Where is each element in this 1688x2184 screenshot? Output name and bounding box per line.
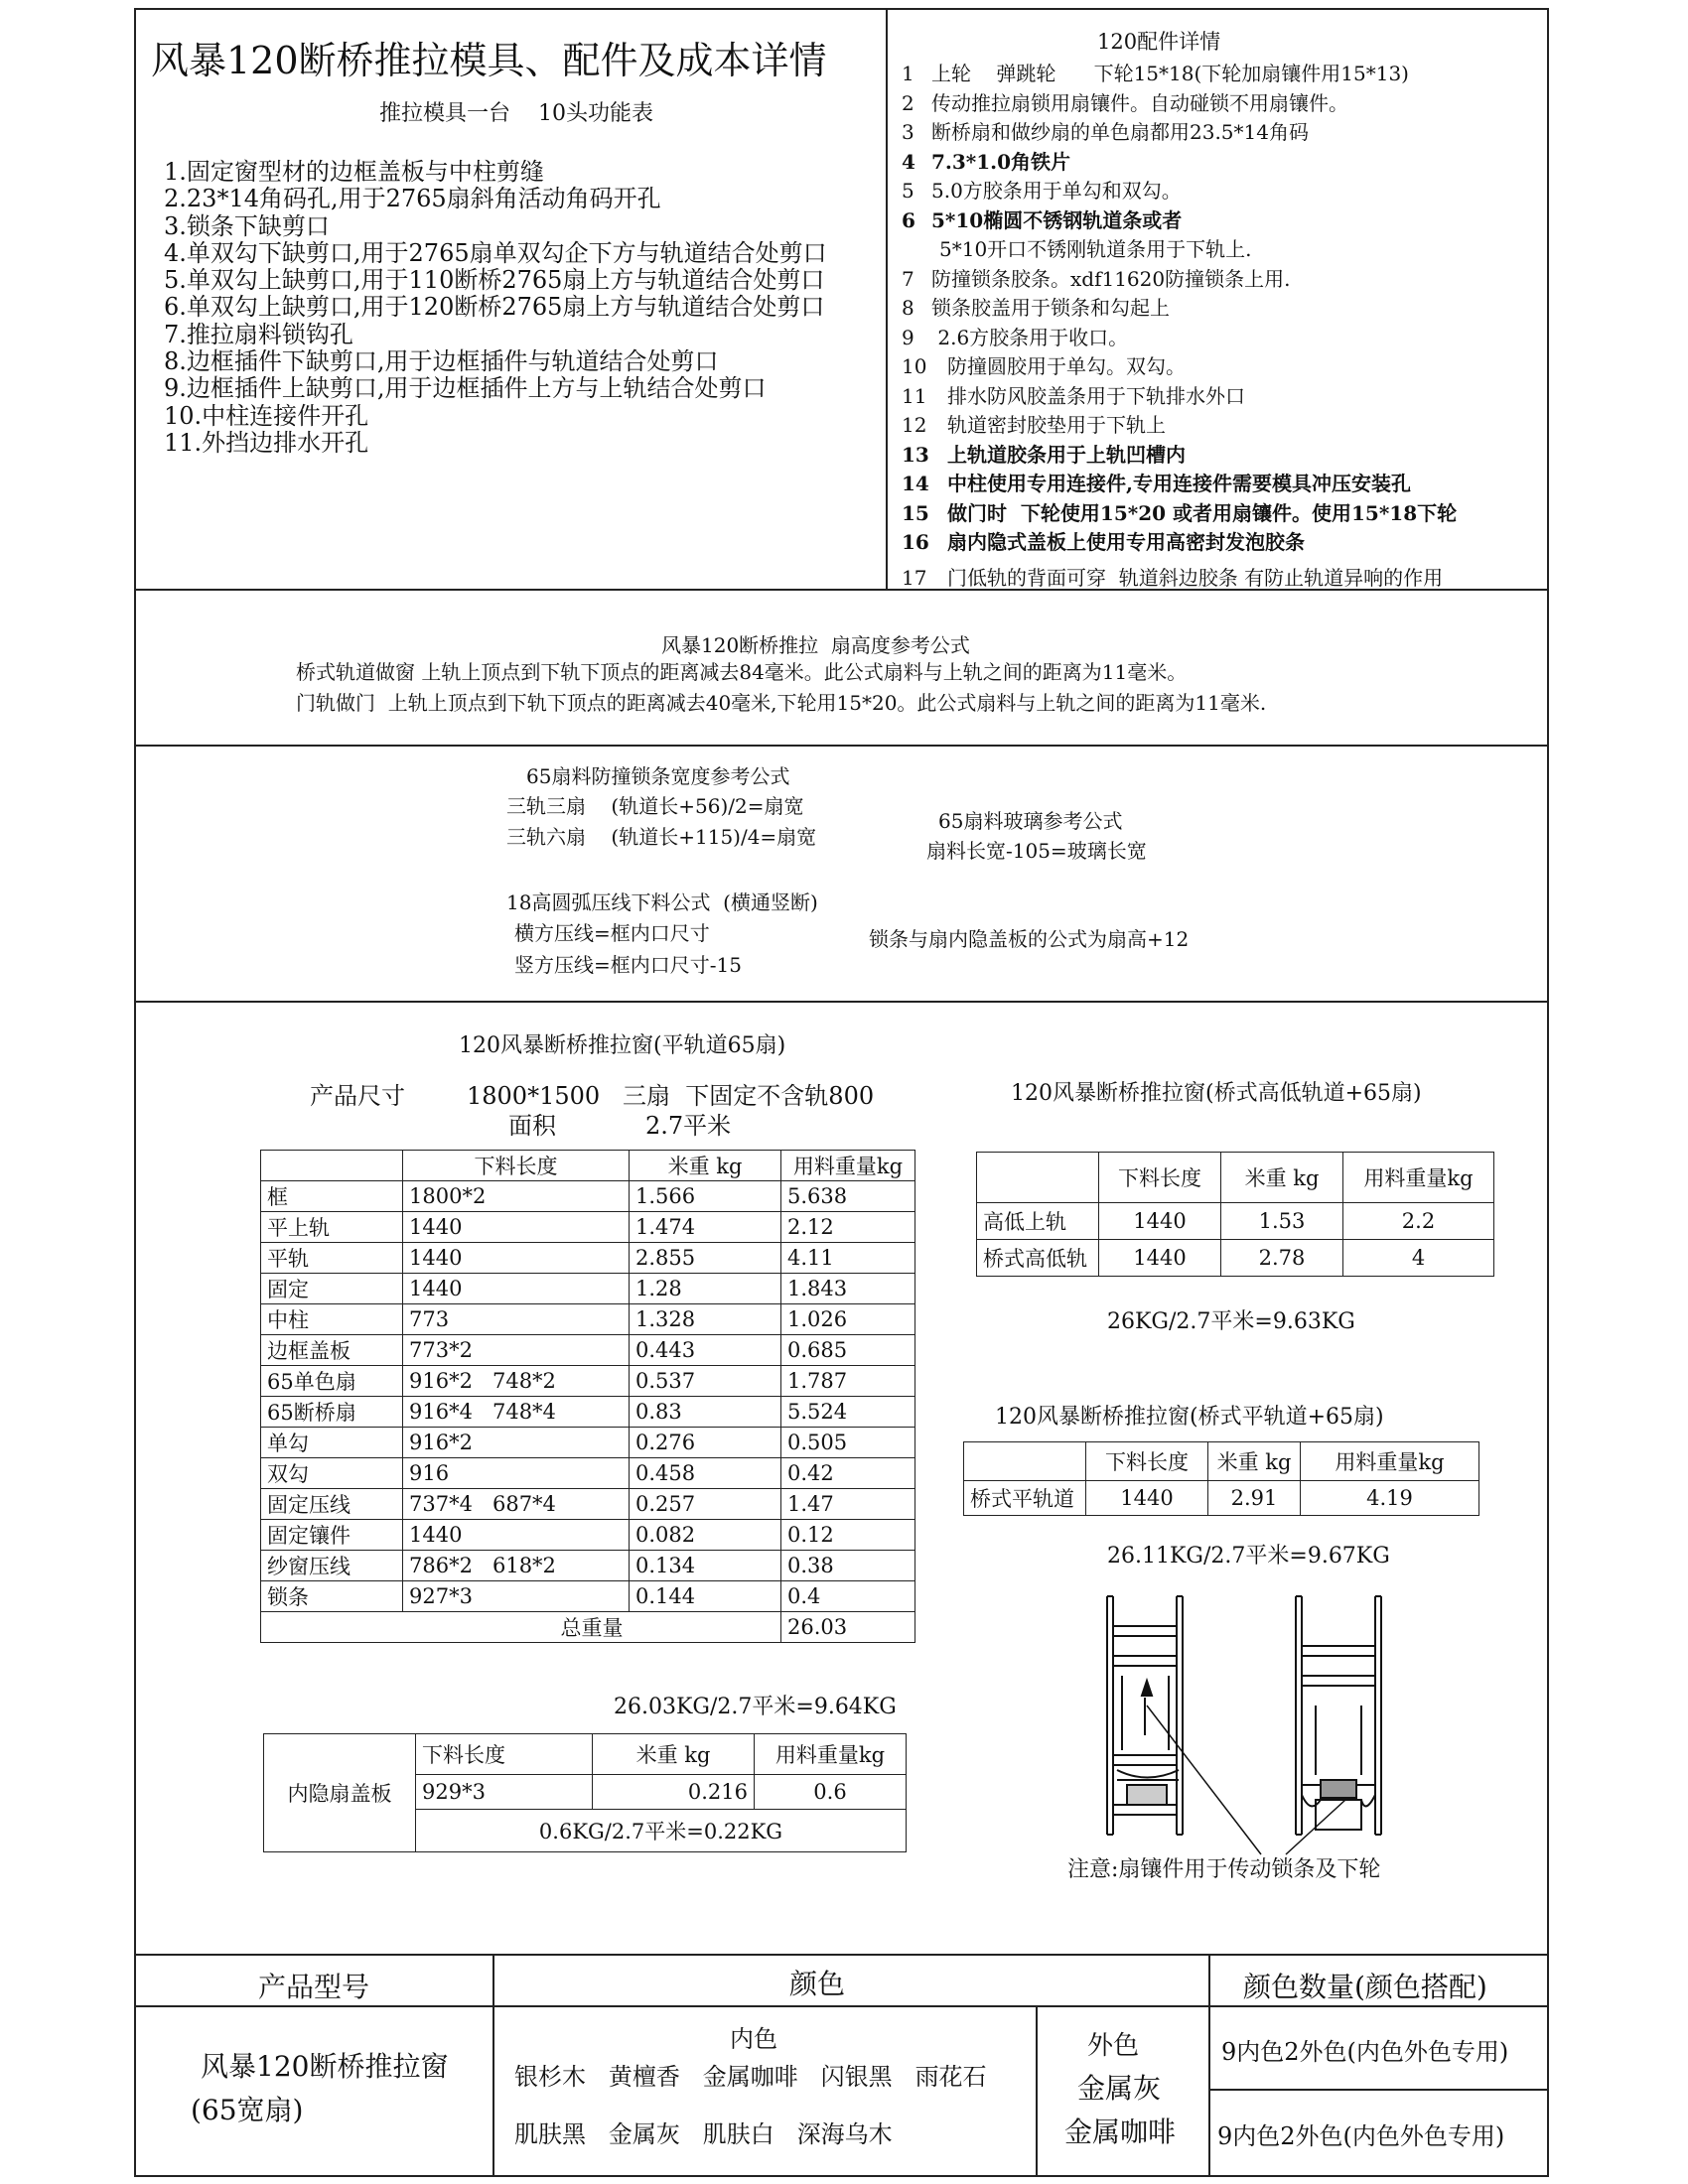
accessory-text: 1 — [902, 62, 914, 85]
arc-formula-line1: 横方压线=框内口尺寸 — [514, 921, 710, 945]
accessory-text: 断桥扇和做纱扇的单色扇都用23.5*14角码 — [931, 120, 1309, 144]
accessory-text: 12 — [902, 413, 927, 437]
table-cell: 1.47 — [781, 1489, 915, 1520]
table-cell: 773*2 — [403, 1335, 630, 1366]
diagram-note: 注意:扇镶件用于传动锁条及下轮 — [1067, 1857, 1381, 1882]
height-formula-line1: 桥式轨道做窗 上轨上顶点到下轨下顶点的距离减去84毫米。此公式扇料与上轨之间的距离为11毫米。 — [296, 660, 1188, 684]
table-cell: 1.474 — [630, 1212, 781, 1243]
table-cell: 固定压线 — [261, 1489, 403, 1520]
table-cell: 0.216 — [593, 1775, 755, 1810]
table-row — [261, 1551, 915, 1581]
table-header-row — [964, 1442, 1479, 1481]
table-cell: 4.19 — [1301, 1481, 1479, 1516]
accessory-text: 锁条胶盖用于锁条和勾起上 — [931, 296, 1170, 320]
accessory-item — [902, 60, 1457, 89]
inner-color-item: 金属咖啡 — [702, 2063, 798, 2091]
footer-count-header: 颜色数量(颜色搭配) — [1243, 1971, 1487, 2003]
table-cell: 0.144 — [630, 1581, 781, 1612]
function-list — [164, 159, 827, 457]
function-item: 11.外挡边排水开孔 — [164, 428, 369, 457]
table-row — [261, 1581, 915, 1612]
accessory-text: 11 — [902, 383, 927, 408]
table-cell: 916*2 — [403, 1428, 630, 1458]
table-cell: 0.537 — [630, 1366, 781, 1397]
table-cell: 1440 — [403, 1212, 630, 1243]
accessory-item — [902, 206, 1457, 236]
accessory-item — [902, 470, 1457, 499]
table-cell: 米重 kg — [1208, 1442, 1301, 1481]
table-cell: 916 — [403, 1458, 630, 1489]
table-cell: 4 — [1343, 1240, 1494, 1277]
table-cell: 固定 — [261, 1274, 403, 1304]
arc-formula-title: 18高圆弧压线下料公式 (横通竖断) — [506, 890, 818, 914]
accessory-text: 传动推拉扇锁用扇镶件。自动碰锁不用扇镶件。 — [931, 90, 1348, 115]
table-cell: 中柱 — [261, 1304, 403, 1335]
main-table-title: 120风暴断桥推拉窗(平轨道65扇) — [459, 1033, 786, 1058]
table-row — [977, 1240, 1494, 1277]
accessory-item — [902, 528, 1457, 558]
footer-header-divider — [134, 2005, 1549, 2007]
accessory-text: 2 — [902, 90, 914, 115]
glass-formula-line: 扇料长宽-105=玻璃长宽 — [926, 839, 1147, 863]
inner-color-item: 肌肤黑 — [514, 2120, 586, 2148]
table-cell: 0.38 — [781, 1551, 915, 1581]
table-row — [261, 1304, 915, 1335]
table-cell: 0.6 — [755, 1775, 907, 1810]
table-cell: 0.83 — [630, 1397, 781, 1428]
accessory-text: 5*10椭圆不锈钢轨道条或者 — [931, 207, 1183, 232]
table-header-cell: 米重 kg — [630, 1151, 781, 1181]
inner-color-item: 金属灰 — [608, 2120, 680, 2148]
table-cell: 高低上轨 — [977, 1203, 1099, 1240]
accessory-text: 扇内隐式盖板上使用专用高密封发泡胶条 — [947, 530, 1305, 554]
accessory-text: 7 — [902, 266, 914, 291]
lock-formula-line2: 三轨六扇 (轨道长+115)/4=扇宽 — [506, 825, 817, 849]
table-row — [261, 1397, 915, 1428]
accessory-text: 9 — [902, 325, 914, 349]
function-item: 2.23*14角码孔,用于2765扇斜角活动角码开孔 — [164, 185, 661, 213]
table-cell: 1.28 — [630, 1274, 781, 1304]
accessory-text: 10 — [902, 354, 927, 378]
table-cell: 边框盖板 — [261, 1335, 403, 1366]
accessory-item — [902, 564, 1457, 594]
table-cell: 米重 kg — [1221, 1153, 1343, 1203]
table-cell: 锁条 — [261, 1581, 403, 1612]
inner-color-item: 雨花石 — [914, 2063, 987, 2091]
footer-model-line2: (65宽扇) — [191, 2094, 304, 2126]
page-subtitle: 推拉模具一台 10头功能表 — [379, 101, 653, 126]
accessory-text: 14 — [902, 472, 929, 495]
accessory-text: 13 — [902, 442, 929, 467]
flat-table-summary: 26.11KG/2.7平米=9.67KG — [1107, 1544, 1390, 1569]
accessory-item — [902, 411, 1457, 441]
accessory-text: 6 — [902, 207, 915, 232]
divider-4 — [134, 1954, 1549, 1956]
function-item: 9.边框插件上缺剪口,用于边框插件上方与上轨结合处剪口 — [164, 374, 767, 403]
accessory-text: 5.0方胶条用于单勾和双勾。 — [931, 179, 1182, 203]
cover-label: 内隐扇盖板 — [264, 1734, 416, 1852]
bridge-table — [976, 1152, 1494, 1277]
accessories-title: 120配件详情 — [1097, 30, 1221, 54]
table-cell: 1.566 — [630, 1181, 781, 1212]
left-profile — [1107, 1596, 1183, 1835]
inner-color-item: 肌肤白 — [702, 2120, 774, 2148]
table-cell: 0.257 — [630, 1489, 781, 1520]
function-item: 3.锁条下缺剪口 — [164, 211, 330, 240]
accessory-text: 8 — [902, 296, 914, 320]
table-row — [261, 1520, 915, 1551]
function-item: 8.边框插件下缺剪口,用于边框插件与轨道结合处剪口 — [164, 347, 719, 376]
arc-formula-line2: 竖方压线=框内口尺寸-15 — [514, 953, 742, 977]
table-cell: 0.082 — [630, 1520, 781, 1551]
table-cell: 5.524 — [781, 1397, 915, 1428]
color-count-1: 9内色2外色(内色外色专用) — [1221, 2038, 1509, 2066]
accessory-text: 排水防风胶盖条用于下轨排水外口 — [947, 383, 1245, 408]
main-weight-table — [260, 1150, 915, 1643]
accessory-text: 3 — [902, 120, 914, 144]
table-row — [261, 1366, 915, 1397]
accessory-text: 防撞圆胶用于单勾。双勾。 — [947, 354, 1186, 378]
accessory-item — [902, 441, 1457, 471]
table-cell: 0.443 — [630, 1335, 781, 1366]
table-cell: 1440 — [403, 1520, 630, 1551]
table-header-cell: 下料长度 — [403, 1151, 630, 1181]
table-cell: 0.276 — [630, 1428, 781, 1458]
inner-color-item: 深海乌木 — [796, 2120, 893, 2148]
table-header-row — [261, 1151, 915, 1181]
accessory-text: 16 — [902, 530, 929, 554]
inner-color-item: 银杉木 — [514, 2063, 586, 2091]
accessory-text: 上轨道胶条用于上轨凹槽内 — [947, 442, 1186, 467]
total-label: 总重量 — [261, 1612, 630, 1643]
table-row — [261, 1181, 915, 1212]
table-header-row — [977, 1153, 1494, 1203]
table-cell: 5.638 — [781, 1181, 915, 1212]
table-row — [261, 1428, 915, 1458]
table-cell: 65断桥扇 — [261, 1397, 403, 1428]
table-cell: 0.4 — [781, 1581, 915, 1612]
table-cell: 1440 — [1099, 1240, 1221, 1277]
table-cell: 916*4 748*4 — [403, 1397, 630, 1428]
accessories-list — [902, 60, 1457, 593]
table-cell: 773 — [403, 1304, 630, 1335]
accessory-text: 中柱使用专用连接件,专用连接件需要模具冲压安装孔 — [947, 472, 1411, 495]
table-cell: 平上轨 — [261, 1212, 403, 1243]
table-cell: 纱窗压线 — [261, 1551, 403, 1581]
table-cell: 0.42 — [781, 1458, 915, 1489]
table-cell: 4.11 — [781, 1243, 915, 1274]
function-item: 5.单双勾上缺剪口,用于110断桥2765扇上方与轨道结合处剪口 — [164, 266, 825, 295]
table-cell: 1.843 — [781, 1274, 915, 1304]
footer-model-line1: 风暴120断桥推拉窗 — [201, 2050, 449, 2083]
function-item: 7.推拉扇料锁钩孔 — [164, 320, 353, 348]
table-cell: 0.12 — [781, 1520, 915, 1551]
profile-cross-section-diagram — [1087, 1586, 1415, 1864]
area-label: 面积 — [508, 1112, 556, 1140]
footer-model-header: 产品型号 — [258, 1971, 370, 2003]
accessory-text: 15 — [902, 500, 929, 525]
table-cell: 单勾 — [261, 1428, 403, 1458]
table-row — [261, 1458, 915, 1489]
bridge-table-title: 120风暴断桥推拉窗(桥式高低轨道+65扇) — [1011, 1081, 1422, 1106]
function-item: 4.单双勾下缺剪口,用于2765扇单双勾企下方与轨道结合处剪口 — [164, 238, 827, 267]
height-formula-title: 风暴120断桥推拉 扇高度参考公式 — [661, 633, 970, 657]
accessory-text: 防撞锁条胶条。xdf11620防撞锁条上用. — [931, 266, 1291, 291]
table-cell: 2.78 — [1221, 1240, 1343, 1277]
divider-2 — [134, 745, 1549, 747]
table-cell: 2.12 — [781, 1212, 915, 1243]
lock-formula-line1: 三轨三扇 (轨道长+56)/2=扇宽 — [506, 794, 804, 818]
main-table-summary: 26.03KG/2.7平米=9.64KG — [614, 1695, 897, 1719]
accessory-item — [902, 89, 1457, 119]
table-cell: 786*2 618*2 — [403, 1551, 630, 1581]
table-cell — [964, 1442, 1086, 1481]
table-row — [261, 1243, 915, 1274]
accessory-text: 上轮 弹跳轮 下轮15*18(下轮加扇镶件用15*13) — [931, 62, 1409, 85]
accessory-item — [902, 352, 1457, 382]
table-header-cell: 米重 kg — [593, 1734, 755, 1775]
table-cell: 0.505 — [781, 1428, 915, 1458]
lock-cover-formula: 锁条与扇内隐盖板的公式为扇高+12 — [869, 927, 1190, 951]
table-cell: 0.685 — [781, 1335, 915, 1366]
table-row — [261, 1489, 915, 1520]
accessory-item — [902, 324, 1457, 353]
cover-summary: 0.6KG/2.7平米=0.22KG — [416, 1810, 907, 1852]
table-cell: 桥式高低轨 — [977, 1240, 1099, 1277]
table-cell — [630, 1612, 781, 1643]
accessory-text: 4 — [902, 149, 915, 174]
accessory-text: 17 — [902, 565, 927, 590]
table-cell: 桥式平轨道 — [964, 1481, 1086, 1516]
top-divider-vertical — [886, 8, 888, 589]
table-cell: 下料长度 — [1086, 1442, 1208, 1481]
function-item: 10.中柱连接件开孔 — [164, 401, 369, 430]
outer-color-2: 金属咖啡 — [1064, 2116, 1177, 2148]
accessory-item — [902, 294, 1457, 324]
table-cell: 1440 — [403, 1243, 630, 1274]
inner-color-row2 — [514, 2115, 893, 2149]
table-cell: 1.328 — [630, 1304, 781, 1335]
accessory-text: 做门时 下轮使用15*20 或者用扇镶件。使用15*18下轮 — [947, 500, 1458, 525]
table-cell: 0.134 — [630, 1551, 781, 1581]
product-size-label: 产品尺寸 — [310, 1082, 405, 1110]
inner-color-item: 黄檀香 — [608, 2063, 680, 2091]
table-cell: 927*3 — [403, 1581, 630, 1612]
table-row — [261, 1335, 915, 1366]
table-cell: 1.53 — [1221, 1203, 1343, 1240]
table-row — [964, 1481, 1479, 1516]
table-cell: 框 — [261, 1181, 403, 1212]
right-profile — [1296, 1596, 1381, 1835]
footer-col-divider-3 — [1036, 2005, 1038, 2177]
table-cell: 0.458 — [630, 1458, 781, 1489]
table-row — [977, 1203, 1494, 1240]
accessory-item — [902, 265, 1457, 295]
accessory-item — [902, 499, 1457, 529]
accessory-item — [902, 148, 1457, 178]
glass-formula-title: 65扇料玻璃参考公式 — [938, 809, 1123, 833]
table-cell: 2.2 — [1343, 1203, 1494, 1240]
footer-count-divider — [1208, 2089, 1549, 2091]
accessory-item — [902, 235, 1457, 265]
table-header-cell: 用料重量kg — [755, 1734, 907, 1775]
area-value: 2.7平米 — [645, 1112, 732, 1140]
accessory-text: 5 — [902, 179, 914, 203]
table-cell: 用料重量kg — [1343, 1153, 1494, 1203]
table-cell: 1440 — [403, 1274, 630, 1304]
color-count-2: 9内色2外色(内色外色专用) — [1217, 2122, 1505, 2150]
table-cell: 1440 — [1086, 1481, 1208, 1516]
table-cell: 1.026 — [781, 1304, 915, 1335]
table-cell: 1440 — [1099, 1203, 1221, 1240]
accessory-item — [902, 177, 1457, 206]
accessory-text: 7.3*1.0角铁片 — [931, 149, 1071, 174]
table-total-row — [261, 1612, 915, 1643]
table-cell: 1800*2 — [403, 1181, 630, 1212]
cover-table — [263, 1733, 907, 1852]
function-item: 6.单双勾上缺剪口,用于120断桥2765扇上方与轨道结合处剪口 — [164, 293, 825, 322]
table-cell: 737*4 687*4 — [403, 1489, 630, 1520]
table-cell: 1.787 — [781, 1366, 915, 1397]
accessory-text: 门低轨的背面可穿 轨道斜边胶条 有防止轨道异响的作用 — [947, 565, 1444, 590]
outer-color-1: 金属灰 — [1077, 2072, 1162, 2105]
table-cell — [977, 1153, 1099, 1203]
table-cell: 下料长度 — [1099, 1153, 1221, 1203]
table-cell: 65单色扇 — [261, 1366, 403, 1397]
table-header-cell — [261, 1151, 403, 1181]
accessory-text: 2.6方胶条用于收口。 — [931, 325, 1129, 349]
table-cell: 用料重量kg — [1301, 1442, 1479, 1481]
accessory-item — [902, 382, 1457, 412]
table-header-cell: 下料长度 — [416, 1734, 593, 1775]
divider-3 — [134, 1001, 1549, 1003]
table-cell: 2.855 — [630, 1243, 781, 1274]
table-row — [261, 1212, 915, 1243]
inner-color-item: 闪银黑 — [820, 2063, 893, 2091]
total-value: 26.03 — [781, 1612, 915, 1643]
inner-color-title: 内色 — [730, 2025, 777, 2053]
table-row — [261, 1274, 915, 1304]
outer-color-title: 外色 — [1087, 2031, 1140, 2061]
height-formula-line2: 门轨做门 上轨上顶点到下轨下顶点的距离减去40毫米,下轮用15*20。此公式扇料与上轨之间的距离为11毫米. — [296, 691, 1267, 715]
flat-table-title: 120风暴断桥推拉窗(桥式平轨道+65扇) — [995, 1405, 1384, 1430]
page-title: 风暴120断桥推拉模具、配件及成本详情 — [151, 39, 827, 82]
product-size-value: 1800*1500 三扇 下固定不含轨800 — [467, 1082, 875, 1110]
lock-formula-title: 65扇料防撞锁条宽度参考公式 — [526, 764, 790, 788]
flat-table — [963, 1441, 1479, 1516]
bridge-table-summary: 26KG/2.7平米=9.63KG — [1107, 1309, 1355, 1334]
accessory-text: 5*10开口不锈刚轨道条用于下轨上. — [939, 237, 1252, 261]
table-cell: 929*3 — [416, 1775, 593, 1810]
table-cell: 916*2 748*2 — [403, 1366, 630, 1397]
table-cell: 2.91 — [1208, 1481, 1301, 1516]
table-header-cell: 用料重量kg — [781, 1151, 915, 1181]
function-item: 1.固定窗型材的边框盖板与中柱剪缝 — [164, 158, 544, 186]
accessory-text: 轨道密封胶垫用于下轨上 — [947, 413, 1166, 437]
footer-col-divider-1 — [492, 1954, 494, 2177]
inner-color-row1 — [514, 2057, 987, 2092]
table-cell: 双勾 — [261, 1458, 403, 1489]
table-cell: 平轨 — [261, 1243, 403, 1274]
footer-color-header: 颜色 — [789, 1968, 846, 2000]
footer-col-divider-2 — [1208, 1954, 1210, 2177]
table-cell: 固定镶件 — [261, 1520, 403, 1551]
accessory-item — [902, 118, 1457, 148]
